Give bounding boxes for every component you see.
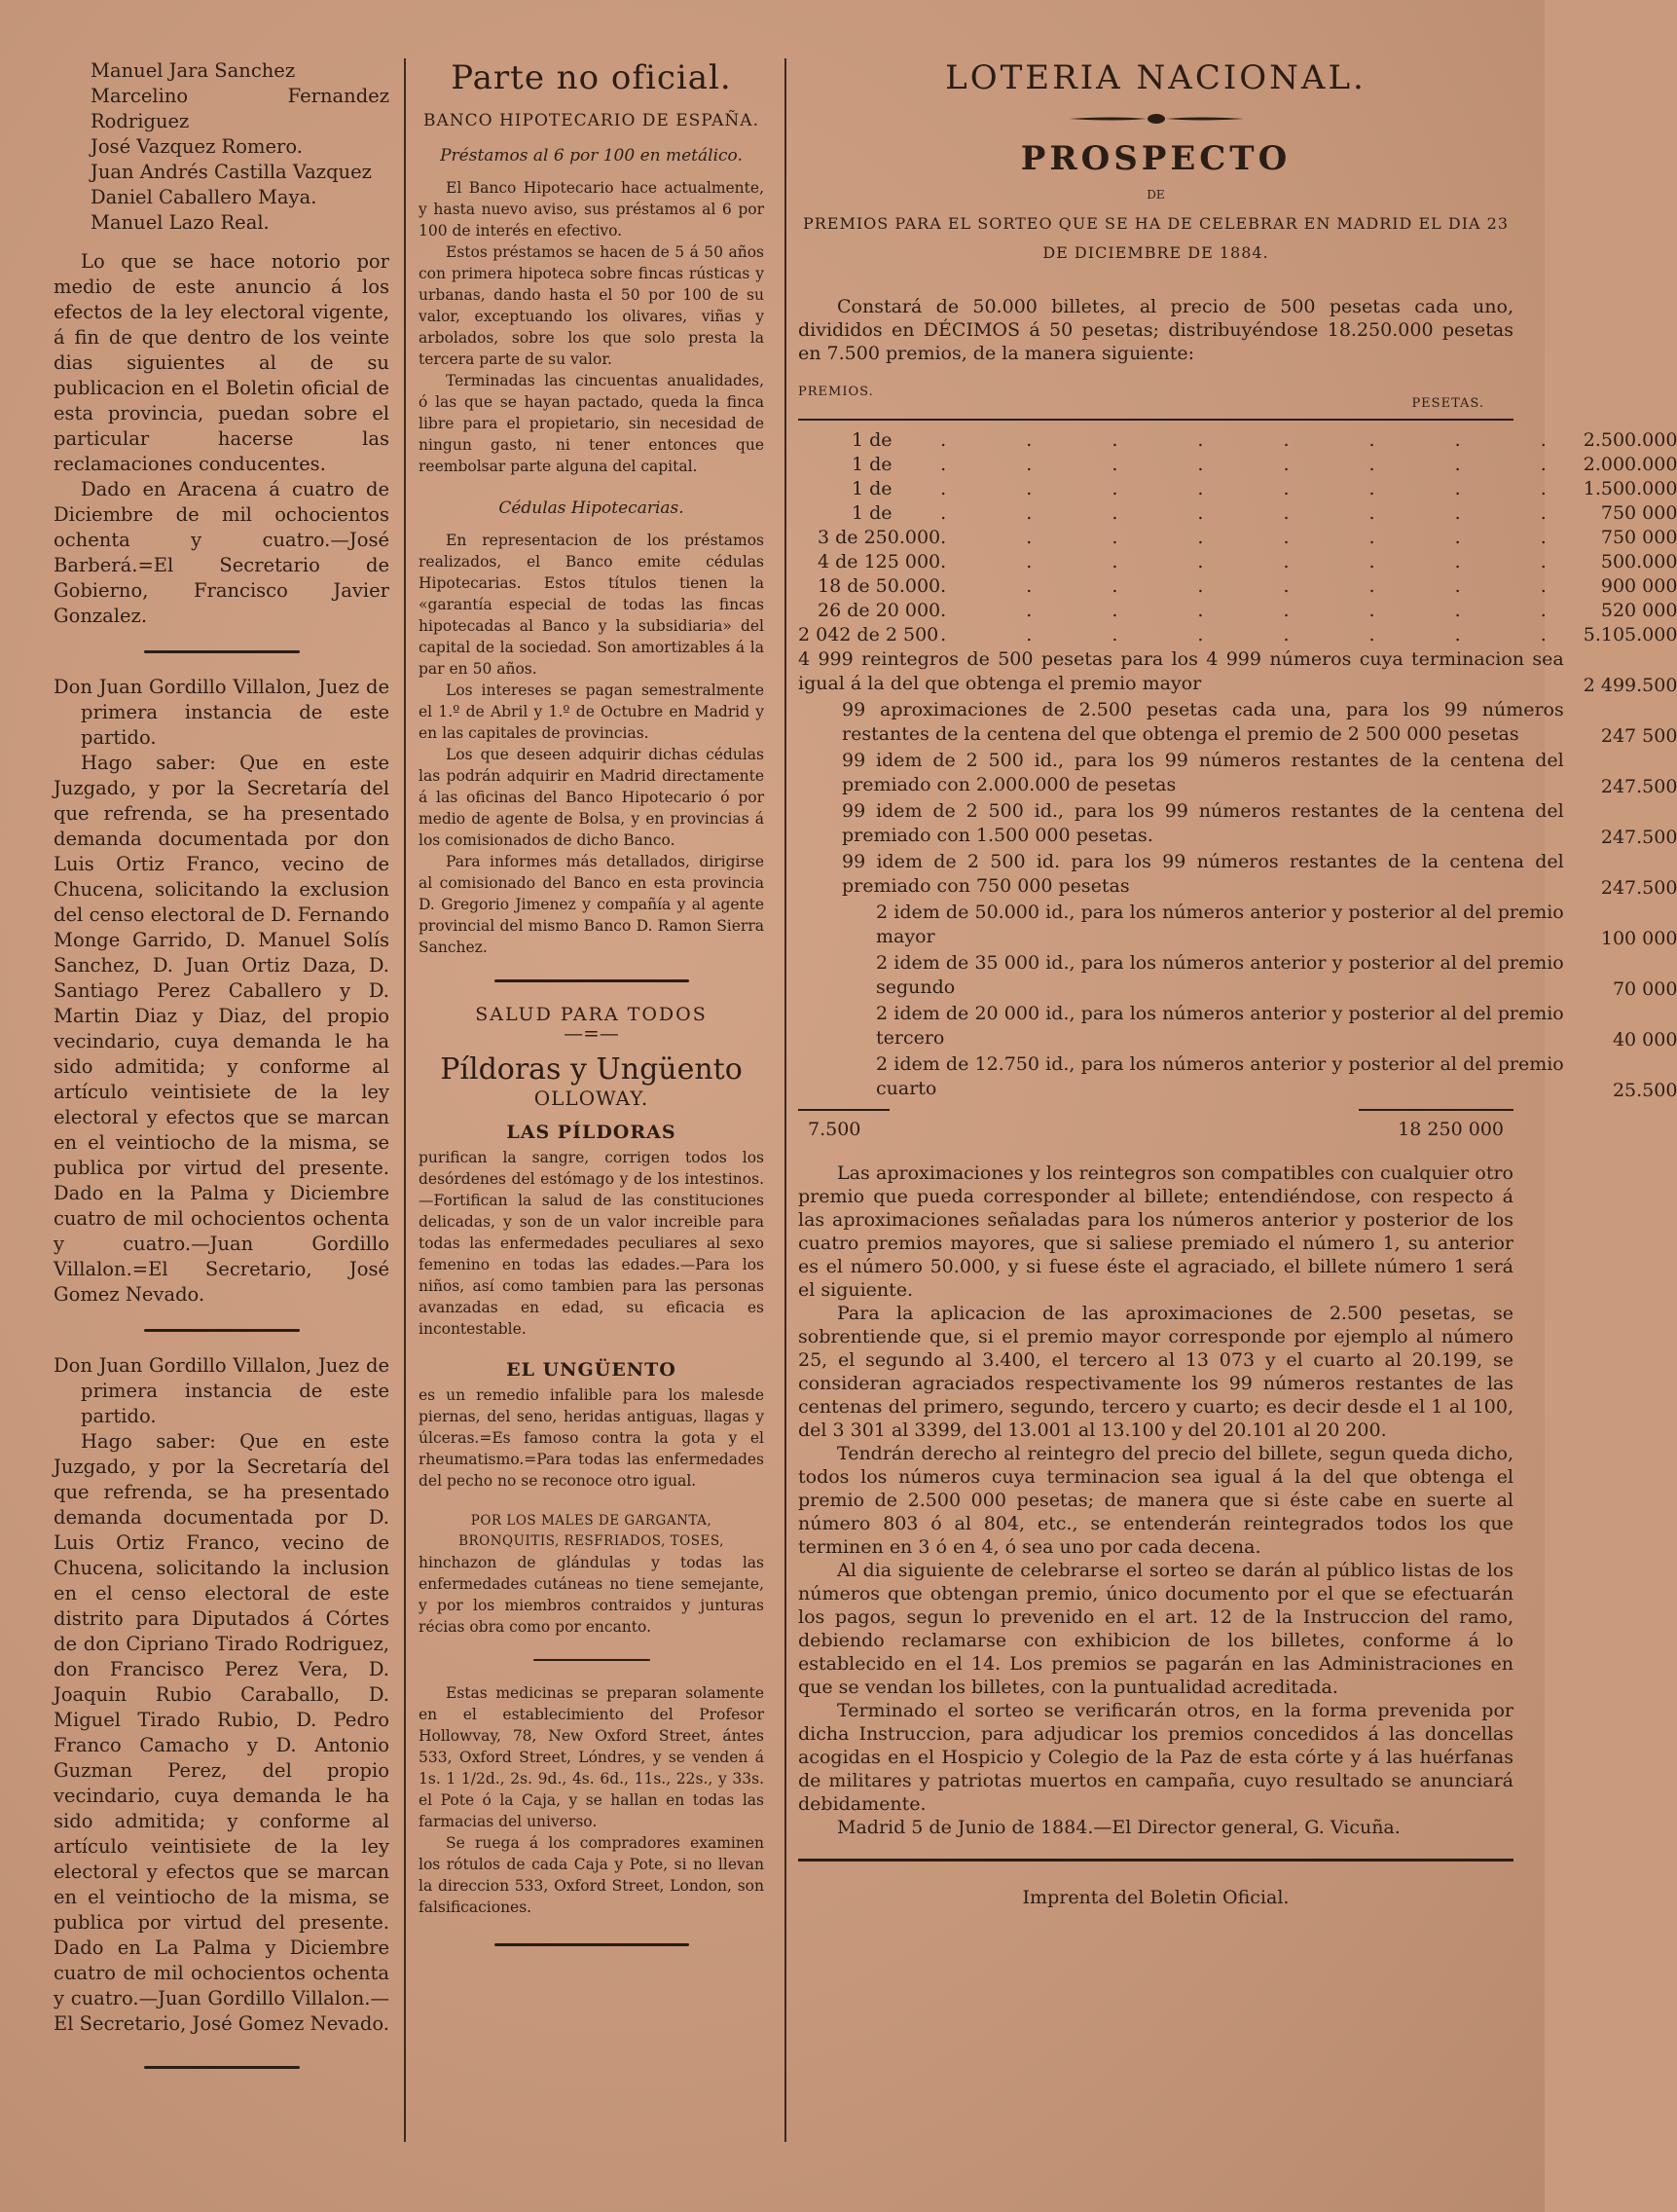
prize-description: 2 idem de 50.000 id., para los números anterior y posterior al del premio mayor: [876, 902, 1564, 947]
ornament: [798, 111, 1513, 129]
prize-row: [798, 599, 1677, 623]
section-heading: Parte no oficial.: [451, 58, 732, 97]
notice-text: Hago saber: Que en este Juzgado, y por la Secretaría del que refrenda, se ha presentado demanda documentada por D. Luis Ortiz Franco, vecino de Chucena, solicitando la inclusion en el censo electoral de este distrito para Diputados á Córtes de don Cipriano Tirado Rodriguez, don Francisco Perez Vera, D. Joaquin Rubio Caraballo, D. Miguel Tirado Rubio, D. Pedro Franco Camacho y D. Antonio Guzman Perez, del propio vecindario, cuya demanda le ha sido admitida; y conforme al artículo veintisiete de la ley electoral y efectos que se marcan en el veintiocho de la misma, se publica por virtud del presente. Dado en La Palma y Diciembre cuatro de mil ochocientos ochenta y cuatro.—Juan Gordillo Villalon.—El Secretario, José Gomez Nevado.: [54, 1430, 389, 2035]
leader-dots: . . . . . . . .: [940, 454, 1584, 475]
prize-label: 18 de 50.000: [818, 575, 941, 597]
paragraph: Las aproximaciones y los reintegros son compatibles con cualquier otro premio que pueda corresponder al billete; entendiéndose, con respecto á las aproximaciones señaladas para los números anterior y posterior de los cuatro premios mayores, que si saliese premiado el número 1, su anterior es el número 50.000, y si fuese éste el agraciado, el billete número 1 será el siguiente.: [798, 1162, 1513, 1301]
prize-amount: 750 000: [1600, 527, 1677, 548]
prize-description: 2 idem de 20 000 id., para los números anterior y posterior al del premio tercero: [876, 1003, 1564, 1049]
leader-dots: . . . . . . . .: [940, 429, 1584, 451]
separator: [144, 650, 300, 653]
column-divider: [784, 58, 786, 2142]
prize-row: [798, 749, 1677, 799]
prize-amount: 100 000: [1600, 928, 1677, 949]
prize-label: 2 042 de 2 500: [798, 624, 939, 645]
notice-heading: Don Juan Gordillo Villalon, Juez de primera instancia de este partido.: [54, 1354, 389, 1427]
name-item: Juan Andrés Castilla Vazquez: [91, 161, 372, 183]
column-middle: [419, 58, 764, 1968]
total-amount: 18 250 000: [1359, 1109, 1513, 1140]
prize-row: [798, 623, 1677, 647]
paragraph: Para la aplicacion de las aproximaciones de 2.500 pesetas, se sobrentiende que, si el premio mayor corresponde por ejemplo al número 25, el segundo al 3.400, el tercero al 13 073 y el cuarto al 20.199, se consideran agraciados respectivamente los 99 números restantes de las centenas del primero, segundo, tercero y cuarto; es decir desde el 1 al 100, del 3 301 al 3399, del 13.001 al 13.100 y del 20.101 al 20 200.: [798, 1303, 1513, 1441]
paragraph: En representacion de los préstamos realizados, el Banco emite cédulas Hipotecarias. Estos títulos tienen la «garantía especial de todas las fincas hipotecadas al Banco y la subsidiaria» del capital de la sociedad. Son amortizables á la par en 50 años.: [419, 532, 764, 678]
column-header-pesetas: PESETAS.: [1411, 396, 1484, 411]
ad-title: Píldoras y Ungüento: [440, 1052, 743, 1087]
name-list: [54, 58, 389, 236]
separator: [533, 1659, 650, 1661]
separator: [144, 2066, 300, 2069]
prize-amount: 2.000.000: [1583, 454, 1677, 475]
cedulas-title: Cédulas Hipotecarias.: [498, 498, 684, 518]
prize-row: [798, 901, 1677, 951]
prize-description: 4 999 reintegros de 500 pesetas para los 4 999 números cuya terminacion sea igual á la del que obtenga el premio mayor: [798, 648, 1564, 694]
prize-row: [798, 428, 1677, 453]
notice-text: Lo que se hace notorio por medio de este anuncio á los efectos de la ley electoral vigente, á fin de que dentro de los veinte dias siguientes al de su publicacion en el Boletin oficial de esta provincia, puedan sobre el particular hacerse las reclamaciones conducentes.: [54, 250, 389, 475]
paragraph: es un remedio infalible para los malesde piernas, del seno, heridas antiguas, llagas y úlceras.=Es famoso contra la gota y el rheumatismo.=Para todas las enfermedades del pecho no se reconoce otro igual.: [419, 1386, 764, 1490]
notice-text: Hago saber: Que en este Juzgado, y por la Secretaría del que refrenda, se ha presentado demanda documentada por don Luis Ortiz Franco, vecino de Chucena, solicitando la exclusion del censo electoral de D. Fernando Monge Garrido, D. Manuel Solís Sanchez, D. Juan Ortiz Daza, D. Santiago Perez Caballero y D. Martin Diaz y Diaz, del propio vecindario, cuya demanda le ha sido admitida; y conforme al artículo veintisiete de la ley electoral y efectos que se marcan en el veintiocho de la misma, se publica por virtud del presente. Dado en la Palma y Diciembre cuatro de mil ochocientos ochenta y cuatro.—Juan Gordillo Villalon.=El Secretario, José Gomez Nevado.: [54, 752, 389, 1306]
prize-amount: 750 000: [1600, 502, 1677, 524]
prize-description: 99 aproximaciones de 2.500 pesetas cada una, para los 99 números restantes de la centena del que obtenga el premio de 2 500 000 pesetas: [842, 699, 1564, 745]
leader-dots: . . . . . . . .: [940, 478, 1584, 499]
prize-row: [798, 647, 1677, 698]
ornament: —=—: [564, 1021, 619, 1045]
ad-caps-line: POR LOS MALES DE GARGANTA, BRONQUITIS, RESFRIADOS, TOSES,: [458, 1513, 724, 1549]
ad-subheading: LAS PÍLDORAS: [506, 1122, 676, 1143]
prize-amount: 40 000: [1612, 1029, 1677, 1051]
separator: [494, 979, 689, 982]
notice-signature: Dado en Aracena á cuatro de Diciembre de mil ochocientos ochenta y cuatro.—José Barberá.=El Secretario de Gobierno, Francisco Javier Gonzalez.: [54, 478, 389, 627]
prize-amount: 70 000: [1612, 978, 1677, 1000]
prize-label: 1 de: [852, 478, 893, 499]
paragraph: Al dia siguiente de celebrarse el sorteo se darán al público listas de los números que obtengan premio, único documento por el que se efectuarán los pagos, segun lo prevenido en el art. 12 de la Instruccion del ramo, debiendo reclamarse con exhibicion de los billetes, conforme á lo establecido en el 14. Los premios se pagarán en las Administraciones en que se vendan los billetes, con la puntualidad acreditada.: [798, 1560, 1513, 1698]
prize-row: [798, 501, 1677, 526]
lottery-title: LOTERIA NACIONAL.: [945, 58, 1367, 97]
total-count: 7.500: [798, 1109, 890, 1140]
prize-amount: 25.500: [1612, 1080, 1677, 1101]
prize-description: 99 idem de 2 500 id., para los 99 números restantes de la centena del premiado con 1.500 000 pesetas.: [842, 800, 1564, 846]
column-header-premios: PREMIOS.: [798, 385, 874, 399]
prize-row: [798, 698, 1677, 749]
ad-subheading: EL UNGÜENTO: [506, 1359, 676, 1381]
prize-label: 1 de: [852, 502, 893, 524]
signature: Madrid 5 de Junio de 1884.—El Director general, G. Vicuña.: [837, 1817, 1401, 1838]
loans-title: Préstamos al 6 por 100 en metálico.: [440, 146, 743, 166]
prize-row: [798, 951, 1677, 1002]
prize-amount: 5.105.000: [1583, 624, 1677, 645]
prize-amount: 1.500.000: [1583, 478, 1677, 499]
table-header: [798, 385, 1513, 411]
prize-description: 2 idem de 12.750 id., para los números anterior y posterior al del premio cuarto: [876, 1053, 1564, 1099]
prize-description: 99 idem de 2 500 id., para los 99 números restantes de la centena del premiado con 2.000.000 de pesetas: [842, 750, 1564, 795]
prize-label: 4 de 125 000: [818, 551, 941, 572]
prize-amount: 247.500: [1600, 776, 1677, 797]
prize-table: [798, 428, 1677, 1103]
name-item: Daniel Caballero Maya.: [91, 186, 317, 208]
prize-row: [798, 574, 1677, 599]
prize-row: [798, 526, 1677, 550]
notice-heading: Don Juan Gordillo Villalon, Juez de primera instancia de este partido.: [54, 676, 389, 749]
prize-row: [798, 550, 1677, 574]
prize-row: [798, 453, 1677, 477]
paragraph: Estos préstamos se hacen de 5 á 50 años con primera hipoteca sobre fincas rústicas y urbanas, dando hasta el 50 por 100 de su valor, exceptuando los olivares, viñas y arbolados, sobre los que solo presta la tercera parte de su valor.: [419, 243, 764, 368]
prize-amount: 520 000: [1600, 600, 1677, 621]
prize-amount: 500.000: [1600, 551, 1677, 572]
paragraph: Terminado el sorteo se verificarán otros, en la forma prevenida por dicha Instruccion, para adjudicar los premios concedidos á las doncellas acogidas en el Hospicio y Colegio de la Paz de esta córte y á las huérfanas de militares y patriotas muertos en campaña, cuyo resultado se anunciará debidamente.: [798, 1700, 1513, 1815]
paragraph: Los que deseen adquirir dichas cédulas las podrán adquirir en Madrid directamente á las oficinas del Banco Hipotecario ó por medio de agente de Bolsa, y en provincias á los comisionados de dicho Banco.: [419, 746, 764, 849]
leader-dots: . . . . . . . .: [940, 502, 1584, 524]
table-rule: [798, 419, 1513, 421]
leader-dots: . . . . . . . .: [940, 575, 1584, 597]
prize-label: 26 de 20 000: [818, 600, 941, 621]
prize-amount: 2.500.000: [1583, 429, 1677, 451]
intro-paragraph: Constará de 50.000 billetes, al precio de 500 pesetas cada uno, divididos en DÉCIMOS á 50 pesetas; distribuyéndose 18.250.000 pesetas en 7.500 premios, de la manera siguiente:: [798, 296, 1513, 364]
paragraph: purifican la sangre, corrigen todos los desórdenes del estómago y de los intestinos.—Fortifican la salud de las constituciones delicadas, y son de un valor increible para todas las enfermedades peculiares al sexo femenino en todas las edades.—Para los niños, así como tambien para las personas avanzadas en edad, su eficacia es incontestable.: [419, 1149, 764, 1338]
column-right: [798, 58, 1677, 1908]
prize-amount: 2 499.500: [1583, 675, 1677, 696]
prize-label: 3 de 250.000: [818, 527, 941, 548]
name-item: Manuel Lazo Real.: [91, 211, 270, 234]
separator: [494, 1943, 689, 1946]
paragraph: hinchazon de glándulas y todas las enfermedades cutáneas no tiene semejante, y por los miembros contraidos y junturas récias obra como por encanto.: [419, 1554, 764, 1636]
paragraph: Se ruega á los compradores examinen los rótulos de cada Caja y Pote, si no llevan la direccion 533, Oxford Street, London, son falsificaciones.: [419, 1834, 764, 1916]
paragraph: El Banco Hipotecario hace actualmente, y hasta nuevo aviso, sus préstamos al 6 por 100 de interés en efectivo.: [419, 179, 764, 240]
leader-dots: . . . . . . . .: [940, 600, 1584, 621]
ad-heading: SALUD PARA TODOS: [475, 1004, 708, 1025]
prize-description: 99 idem de 2 500 id. para los 99 números restantes de la centena del premiado con 750 000 pesetas: [842, 851, 1564, 897]
prize-row: [798, 1002, 1677, 1052]
totals-row: [798, 1109, 1513, 1140]
paragraph: Terminadas las cincuentas anualidades, ó las que se hayan pactado, queda la finca libre para el propietario, sin necesidad de ningun gasto, ni tener entonces que reembolsar parte alguna del capital.: [419, 372, 764, 475]
paragraph: Estas medicinas se preparan solamente en el establecimiento del Profesor Hollowvay, 78, New Oxford Street, ántes 533, Oxford Street, Lóndres, y se venden á 1s. 1 1/2d., 2s. 9d., 4s. 6d., 11s., 22s., y 33s. el Pote ó la Caja, y se hallan en todas las farmacias del universo.: [419, 1684, 764, 1830]
prize-amount: 247.500: [1600, 827, 1677, 848]
prize-amount: 247 500: [1600, 725, 1677, 747]
paragraph: Tendrán derecho al reintegro del precio del billete, segun queda dicho, todos los números cuya terminacion sea igual á la del que obtenga el premio de 2.500 000 pesetas; de manera que si éste cabe en suerte al número 803 ó al 804, etc., se entenderán reintegrados todos los que terminen en 3 ó en 4, ó sea uno por cada decena.: [798, 1443, 1513, 1558]
prize-label: 1 de: [852, 454, 893, 475]
prospecto-de: DE: [1147, 188, 1165, 202]
prospecto-heading: PROSPECTO: [1020, 139, 1292, 178]
leader-dots: . . . . . . . .: [940, 527, 1584, 548]
column-divider: [404, 58, 406, 2142]
separator: [144, 1329, 300, 1332]
prize-row: [798, 477, 1677, 501]
leader-dots: . . . . . . . .: [940, 624, 1584, 645]
prize-description: 2 idem de 35 000 id., para los números anterior y posterior al del premio segundo: [876, 952, 1564, 998]
prize-row: [798, 850, 1677, 901]
separator: [798, 1859, 1513, 1862]
name-item: José Vazquez Romero.: [91, 135, 303, 158]
prospecto-subtitle: PREMIOS PARA EL SORTEO QUE SE HA DE CELEBRAR EN MADRID EL DIA 23 DE DICIEMBRE DE 1884.: [802, 214, 1510, 262]
column-left: [54, 58, 389, 2090]
paragraph: Los intereses se pagan semestralmente el 1.º de Abril y 1.º de Octubre en Madrid y en las capitales de provincias.: [419, 682, 764, 742]
prize-amount: 900 000: [1600, 575, 1677, 597]
prize-amount: 247.500: [1600, 877, 1677, 899]
ad-brand: OLLOWAY.: [533, 1087, 649, 1110]
name-item: Marcelino Fernandez Rodriguez: [91, 85, 389, 132]
bank-name: BANCO HIPOTECARIO DE ESPAÑA.: [422, 111, 759, 130]
name-item: Manuel Jara Sanchez: [91, 59, 296, 82]
printer-imprint: Imprenta del Boletin Oficial.: [1022, 1887, 1290, 1908]
leader-dots: . . . . . . . .: [940, 551, 1584, 572]
prize-label: 1 de: [852, 429, 893, 451]
prize-row: [798, 799, 1677, 850]
prize-row: [798, 1052, 1677, 1103]
paragraph: Para informes más detallados, dirigirse al comisionado del Banco en esta provincia D. Gregorio Jimenez y compañía y al agente provincial del mismo Banco D. Ramon Sierra Sanchez.: [419, 853, 764, 956]
